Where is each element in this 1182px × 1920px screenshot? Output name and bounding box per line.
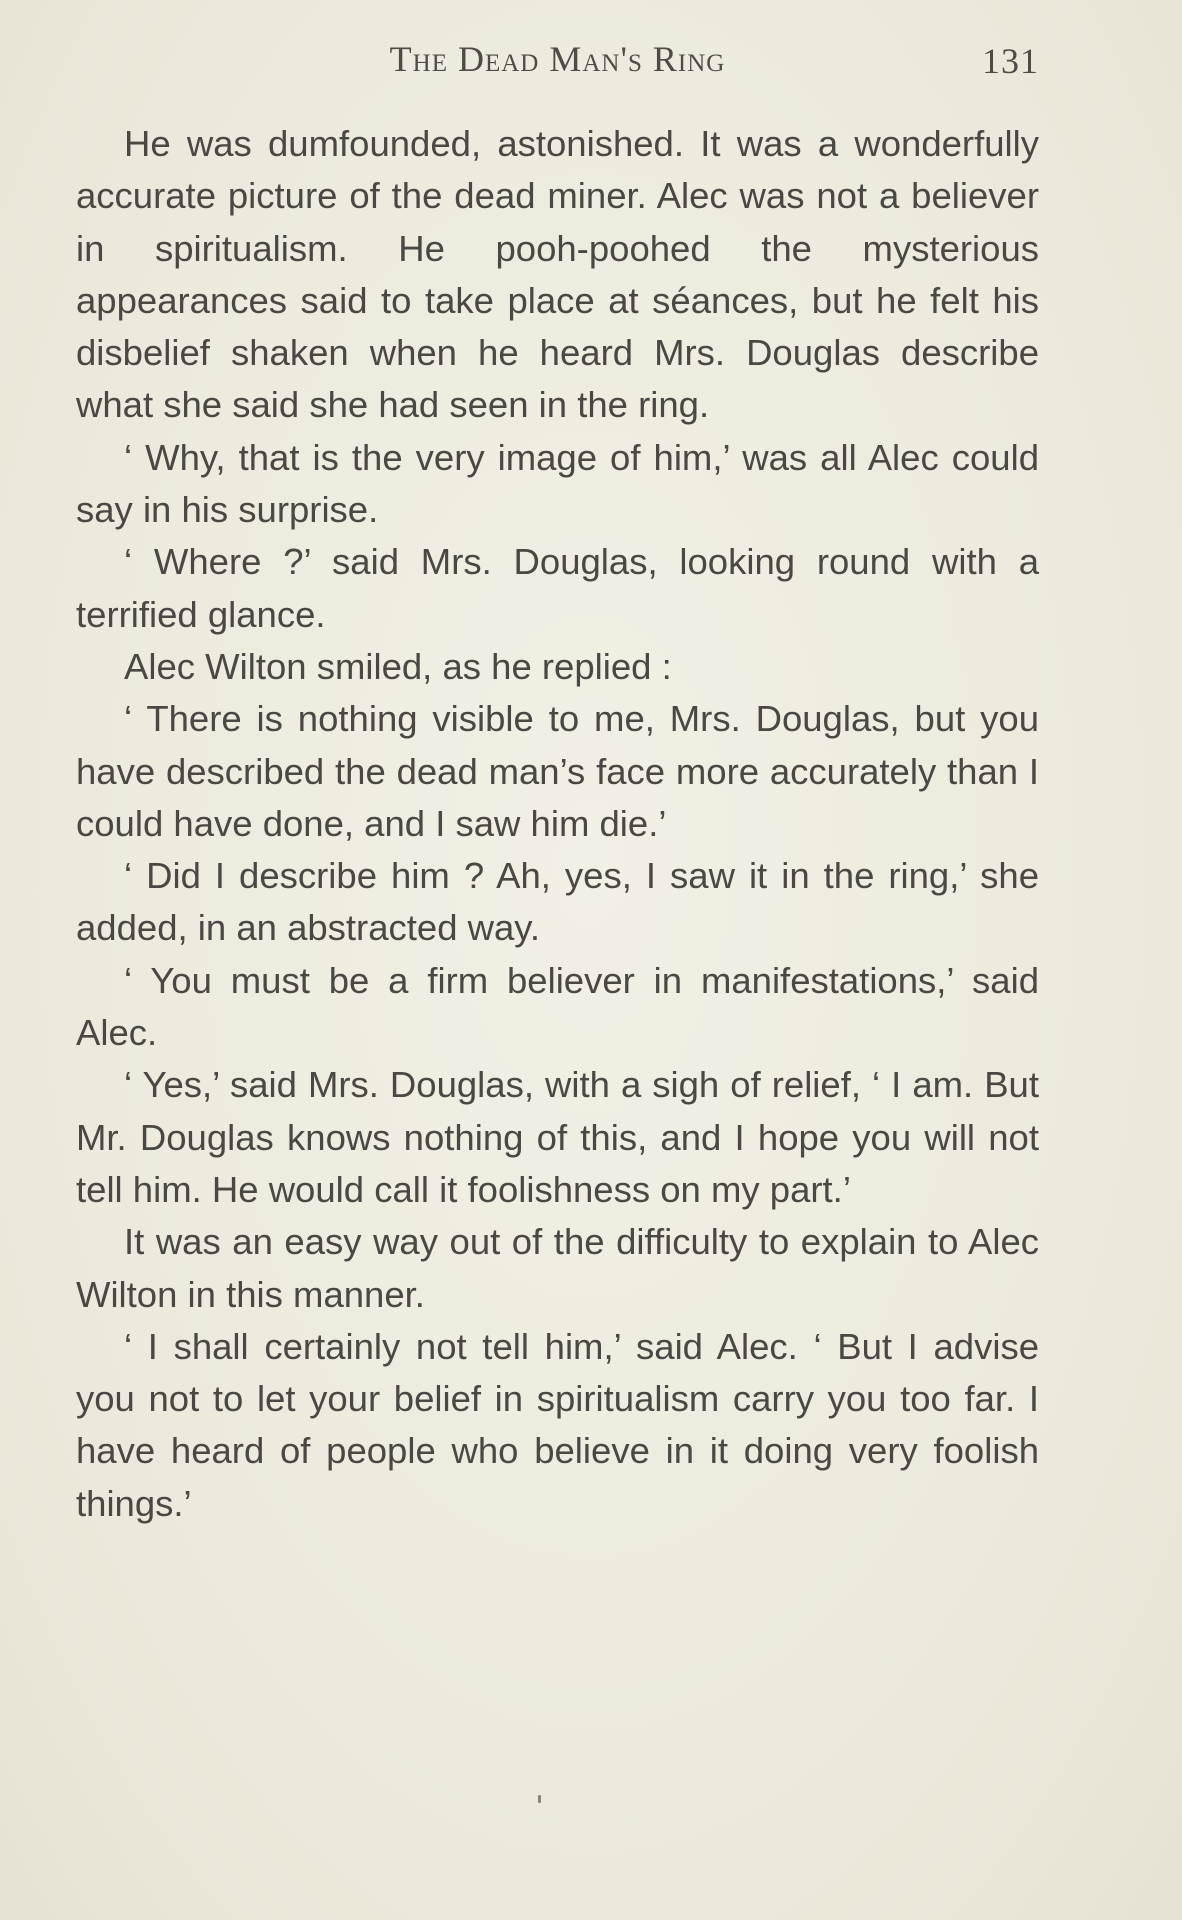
paragraph: It was an easy way out of the difficulty to explain to Alec Wilton in this manner. [76, 1221, 1039, 1315]
paragraph: ‘ Where ?’ said Mrs. Douglas, looking round with a terrified glance. [76, 541, 1039, 635]
paragraph: He was dumfounded, astonished. It was a wonderfully accurate picture of the dead miner. Alec was not a believer in spiritualism. He pooh-poohed the mysterious appearances said to take place at séances, but he felt his disbelief shaken when he heard Mrs. Douglas describe what she said she had seen in the ring. [76, 123, 1039, 426]
ink-speck [538, 1795, 541, 1803]
paragraph: ‘ I shall certainly not tell him,’ said Alec. ‘ But I advise you not to let your belief in spiritualism carry you too far. I have heard of people who believe in it doing very foolish things.’ [76, 1325, 1039, 1524]
body-text [76, 118, 1039, 1530]
paragraph: ‘ Why, that is the very image of him,’ was all Alec could say in his surprise. [76, 436, 1039, 531]
running-title: The Dead Man's Ring [389, 39, 726, 79]
paragraph: ‘ You must be a firm believer in manifestations,’ said Alec. [76, 959, 1039, 1054]
page-number: 131 [982, 41, 1039, 81]
paragraph: ‘ Yes,’ said Mrs. Douglas, with a sigh of relief, ‘ I am. But Mr. Douglas knows nothing of this, and I hope you will not tell him. He would call it foolishness on my part.’ [76, 1064, 1039, 1210]
paragraph: Alec Wilton smiled, as he replied : [124, 645, 672, 687]
paragraph: ‘ Did I describe him ? Ah, yes, I saw it in the ring,’ she added, in an abstracted way. [76, 855, 1039, 949]
paragraph: ‘ There is nothing visible to me, Mrs. Douglas, but you have described the dead man’s face more accurately than I could have done, and I saw him die.’ [76, 698, 1039, 844]
running-head [76, 34, 1039, 90]
